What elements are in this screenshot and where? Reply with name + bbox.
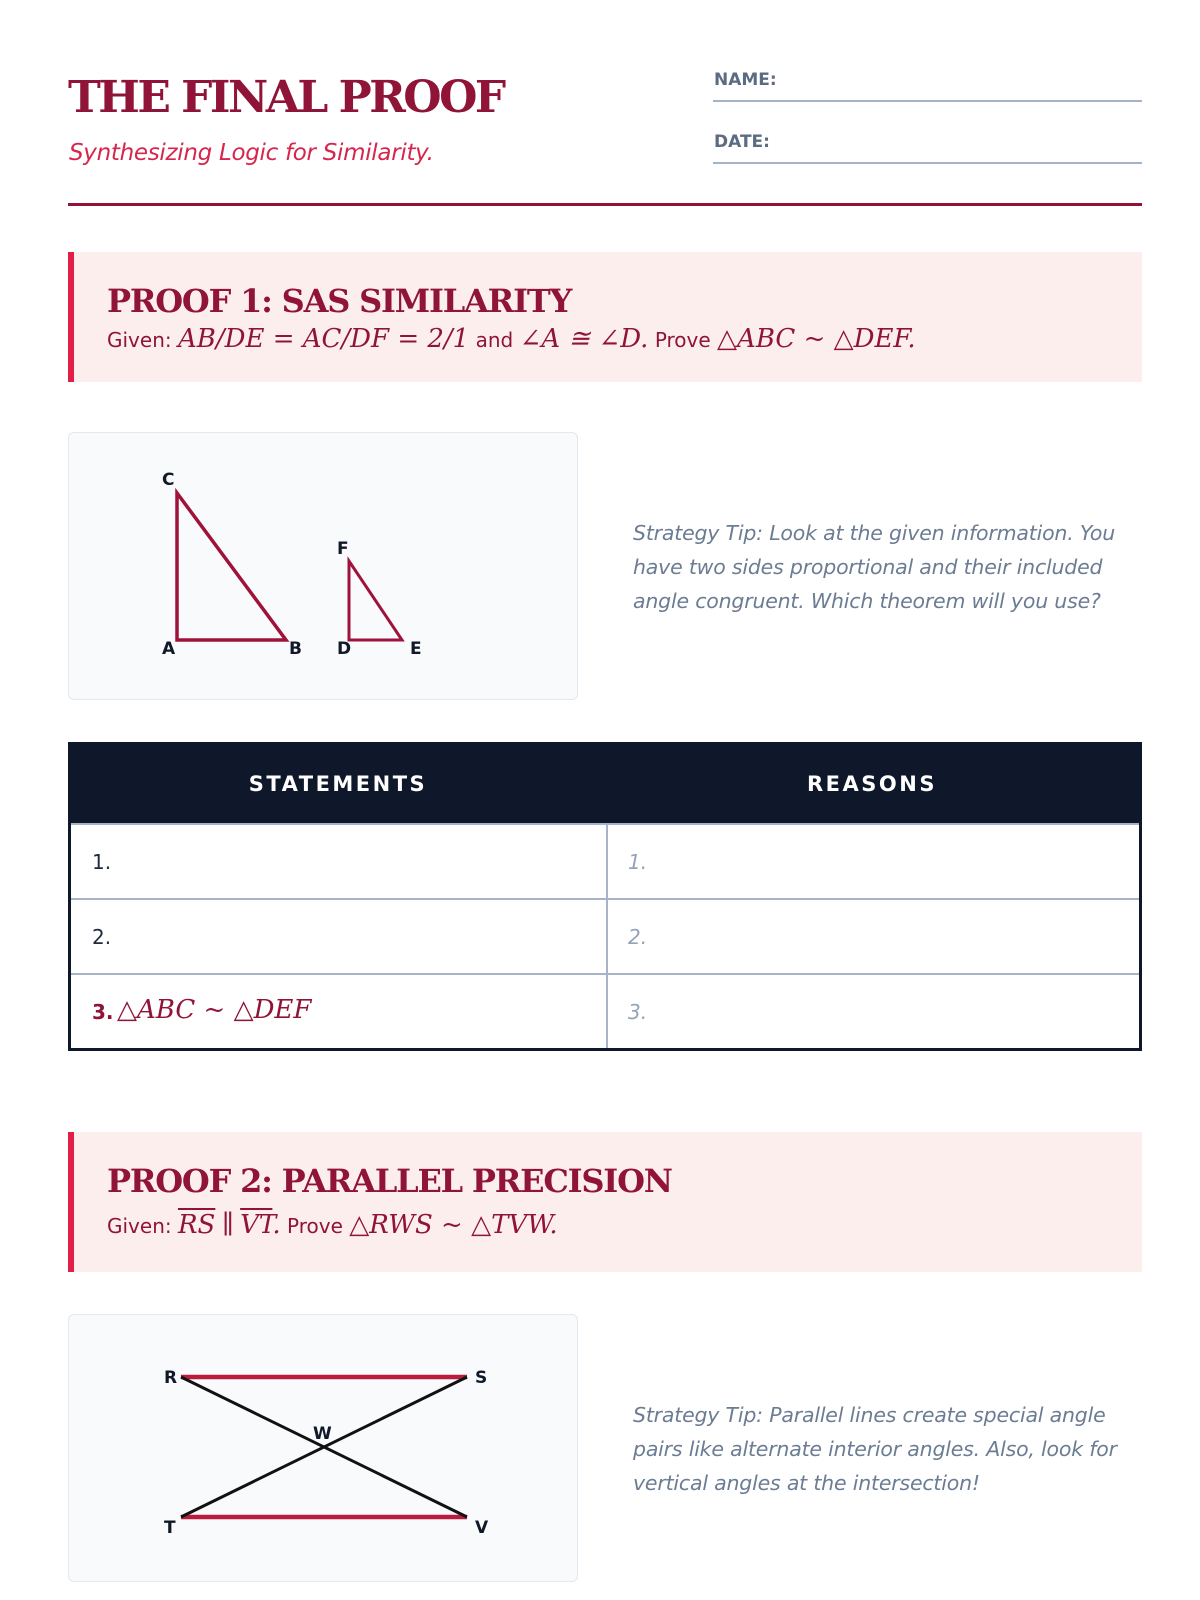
name-label: NAME: xyxy=(714,70,777,90)
label-r: R xyxy=(164,1368,178,1388)
reason-number: 3. xyxy=(628,1000,648,1024)
proof1-title: PROOF 1: SAS SIMILARITY xyxy=(107,282,572,320)
given-ratio: AB/DE = AC/DF = 2/1 xyxy=(177,324,470,354)
table-row xyxy=(71,898,1139,973)
worksheet-header xyxy=(68,70,1142,206)
proof2-banner xyxy=(68,1132,1142,1272)
label-v: V xyxy=(475,1518,489,1538)
segment-vt: $\overline{VT}$ xyxy=(240,1210,273,1240)
statements-header: STATEMENTS xyxy=(248,772,428,796)
label-a: A xyxy=(162,639,176,659)
statement-number: 3. xyxy=(92,1000,114,1024)
segment-rs: $\overline{RS}$ xyxy=(177,1210,216,1240)
label-c: C xyxy=(162,470,175,490)
statement-number: 1. xyxy=(92,850,112,874)
prove-statement: △ABC ~ △DEF. xyxy=(717,324,916,354)
table-row xyxy=(71,823,1139,898)
page-subtitle: Synthesizing Logic for Similarity. xyxy=(69,140,434,166)
proof1-table xyxy=(68,742,1142,1051)
page-title: THE FINAL PROOF xyxy=(68,72,504,123)
label-d: D xyxy=(337,639,352,659)
name-field[interactable] xyxy=(713,70,1142,102)
date-field[interactable] xyxy=(713,132,1142,164)
prove-label: Prove xyxy=(654,328,711,352)
given-label: Given: xyxy=(107,328,172,352)
parallel-symbol: ∥ xyxy=(221,1210,234,1240)
reason-cell[interactable] xyxy=(608,900,1139,973)
reason-cell[interactable] xyxy=(608,825,1139,898)
proof1-figure xyxy=(68,432,578,700)
proof1-given xyxy=(107,324,916,354)
proof2-strategy-tip: Strategy Tip: Parallel lines create special angle pairs like alternate interior angles. Also, look for vertical angles at the intersection! xyxy=(633,1403,1117,1495)
reasons-header: REASONS xyxy=(807,772,937,796)
proof1-banner xyxy=(68,252,1142,382)
statement-cell[interactable] xyxy=(71,900,608,973)
proof2-title: PROOF 2: PARALLEL PRECISION xyxy=(107,1162,672,1200)
label-e: E xyxy=(410,639,422,659)
similar-triangles-diagram xyxy=(69,433,579,701)
label-b: B xyxy=(289,639,302,659)
parallel-lines-diagram xyxy=(69,1315,579,1583)
statement-cell[interactable] xyxy=(71,825,608,898)
statement-number: 2. xyxy=(92,925,112,949)
label-f: F xyxy=(337,539,349,559)
prove-statement: △RWS ~ △TVW. xyxy=(349,1210,558,1240)
proof2-given: Given: $\overline{RS}$ ∥ $\overline{VT}$. Prove △RWS ~ △TVW. xyxy=(107,1210,558,1240)
worksheet-page xyxy=(68,0,1142,1600)
triangle-def xyxy=(349,561,402,640)
label-s: S xyxy=(475,1368,488,1388)
label-w: W xyxy=(313,1424,332,1444)
statement-text: △ABC ~ △DEF xyxy=(117,995,312,1025)
reason-number: 1. xyxy=(628,850,648,874)
triangle-abc xyxy=(177,493,286,640)
given-angles: ∠A ≅ ∠D. xyxy=(519,324,649,354)
table-row xyxy=(71,973,1139,1048)
statement-cell[interactable] xyxy=(71,975,608,1048)
proof2-figure xyxy=(68,1314,578,1582)
reason-cell[interactable] xyxy=(608,975,1139,1048)
date-label: DATE: xyxy=(714,132,770,152)
reason-number: 2. xyxy=(628,925,648,949)
prove-label: Prove xyxy=(287,1214,343,1238)
given-label: Given: xyxy=(107,1214,172,1238)
given-and: and xyxy=(475,328,514,352)
table-header xyxy=(71,745,1139,823)
label-t: T xyxy=(164,1518,176,1538)
proof1-strategy-tip: Strategy Tip: Look at the given information. You have two sides proportional and their included angle congruent. Which theorem will you use? xyxy=(633,521,1116,613)
